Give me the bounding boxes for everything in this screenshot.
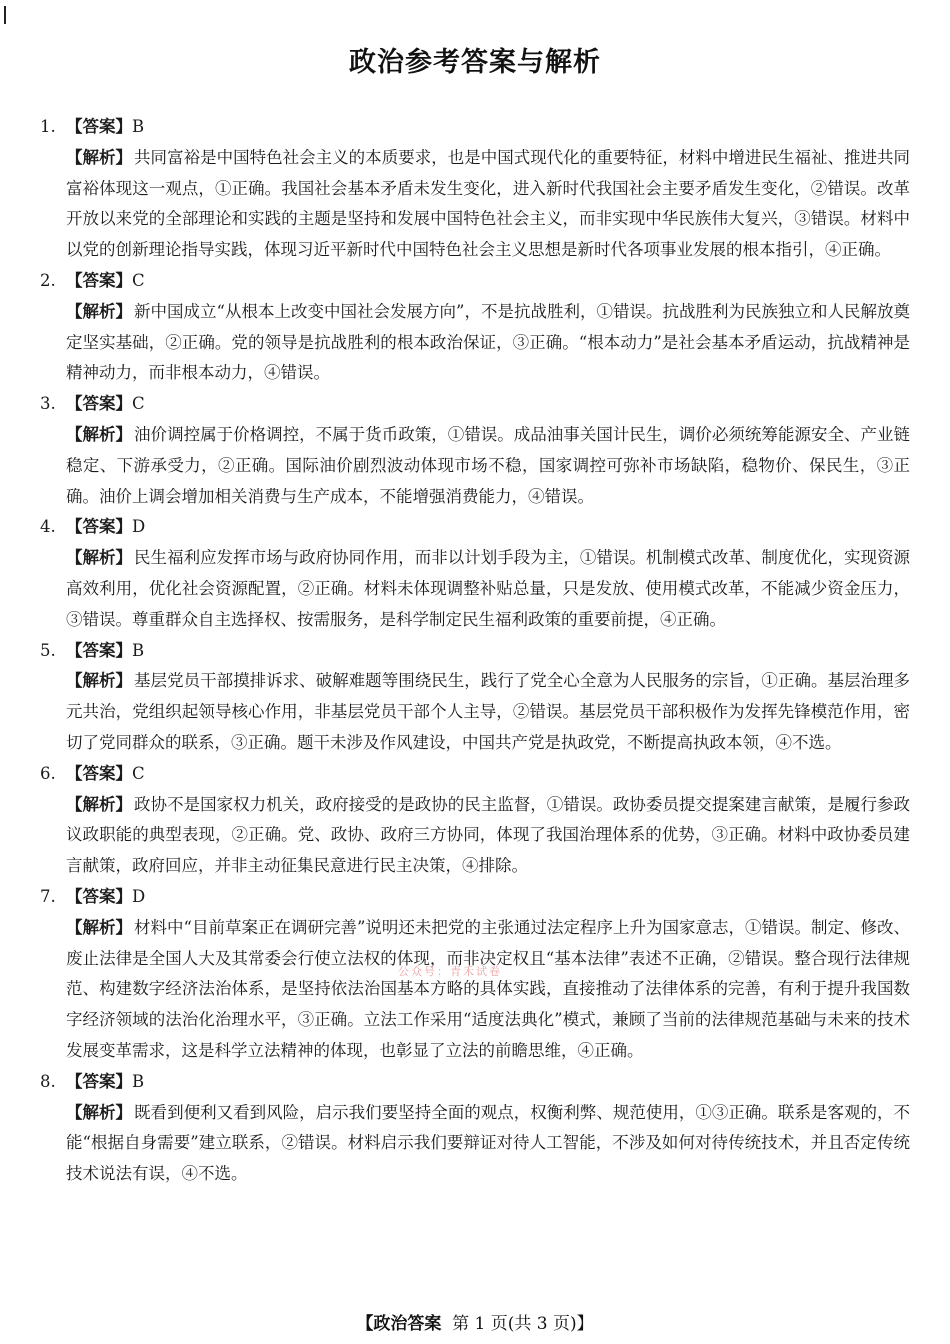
page-footer xyxy=(0,1309,950,1334)
answer-line xyxy=(40,266,910,297)
analysis-body: 民生福利应发挥市场与政府协同作用，而非以计划手段为主，①错误。机制模式改革、制度优化，实现资源高效利用，优化社会资源配置，②正确。材料未体现调整补贴总量，只是发放、使用模式改革，不能减少资金压力，③错误。尊重群众自主选择权、按需服务，是科学制定民生福利政策的重要前提，④正确。 xyxy=(66,548,911,629)
analysis-text xyxy=(66,1098,910,1190)
question-number: 5. xyxy=(40,640,56,660)
footer-label: 【政治答案 xyxy=(356,1314,442,1334)
analysis-body: 政协不是国家权力机关，政府接受的是政协的民主监督，①错误。政协委员提交提案建言献策，是履行参政议政职能的典型表现，②正确。党、政协、政府三方协同，体现了我国治理体系的优势，③正确。材料中政协委员建言献策，政府回应，并非主动征集民意进行民主决策，④排除。 xyxy=(66,794,911,876)
question-8 xyxy=(40,1067,910,1190)
answer-value: C xyxy=(132,763,145,783)
answer-line xyxy=(40,112,910,143)
answer-line xyxy=(40,389,910,420)
answer-line xyxy=(40,636,910,667)
page-title: 政治参考答案与解析 xyxy=(349,47,601,78)
analysis-body: 新中国成立“从根本上改变中国社会发展方向”，不是抗战胜利，①错误。抗战胜利为民族独立和人民解放奠定坚实基础，②正确。党的领导是抗战胜利的根本政治保证，③正确。“根本动力”是社会基本矛盾运动，抗战精神是精神动力，而非根本动力，④错误。 xyxy=(66,301,911,383)
answer-value: B xyxy=(132,1071,145,1091)
analysis-label: 【解析】 xyxy=(66,147,133,167)
watermark-text: 公众号：青禾试卷 xyxy=(398,965,502,978)
corner-crop-mark xyxy=(4,6,6,24)
answer-list xyxy=(40,112,910,1190)
question-number: 1. xyxy=(40,117,56,136)
answer-value: B xyxy=(132,640,145,660)
analysis-label: 【解析】 xyxy=(66,548,133,568)
answer-label: 【答案】 xyxy=(66,886,132,906)
analysis-label: 【解析】 xyxy=(66,671,133,691)
analysis-text xyxy=(66,913,910,1067)
answer-label: 【答案】 xyxy=(66,640,132,660)
question-number: 4. xyxy=(40,517,56,537)
answer-value: D xyxy=(132,517,146,537)
question-1 xyxy=(40,112,910,266)
question-number: 7. xyxy=(40,886,56,906)
answer-label: 【答案】 xyxy=(66,763,132,783)
answer-label: 【答案】 xyxy=(66,517,132,537)
analysis-label: 【解析】 xyxy=(66,424,133,444)
analysis-body: 共同富裕是中国特色社会主义的本质要求，也是中国式现代化的重要特征，材料中增进民生福祉、推进共同富裕体现这一观点，①正确。我国社会基本矛盾未发生变化，进入新时代我国社会主要矛盾发生变化，②错误。改革开放以来党的全部理论和实践的主题是坚持和发展中国特色社会主义，而非实现中华民族伟大复兴，③错误。材料中以党的创新理论指导实践，体现习近平新时代中国特色社会主义思想是新时代各项事业发展的根本指引，④正确。 xyxy=(66,147,911,260)
answer-line xyxy=(40,882,910,913)
analysis-text xyxy=(66,143,910,266)
answer-label: 【答案】 xyxy=(66,1071,132,1091)
answer-value: C xyxy=(132,394,145,414)
answer-label: 【答案】 xyxy=(66,394,132,414)
answer-line xyxy=(40,759,910,790)
question-6 xyxy=(40,759,910,882)
analysis-body: 既看到便利又看到风险，启示我们要坚持全面的观点，权衡利弊、规范使用，①③正确。联系是客观的，不能“根据自身需要”建立联系，②错误。材料启示我们要辩证对待人工智能，不涉及如何对待传统技术，并且否定传统技术说法有误，④不选。 xyxy=(66,1102,911,1184)
answer-value: C xyxy=(132,270,145,290)
answer-line xyxy=(40,1067,910,1098)
analysis-body: 材料中“目前草案正在调研完善”说明还未把党的主张通过法定程序上升为国家意志，①错误。制定、修改、废止法律是全国人大及其常委会行使立法权的体现，而非决定权且“基本法律”表述不正确，②错误。整合现行法律规范、构建数字经济法治体系，是坚持依法治国基本方略的具体实践，直接推动了法律体系的完善，有利于提升我国数字经济领域的法治化治理水平，③正确。立法工作采用“适度法典化”模式，兼顾了当前的法律规范基础与未来的技术发展变革需求，这是科学立法精神的体现，也彰显了立法的前瞻思维，④正确。 xyxy=(66,917,911,1060)
answer-value: D xyxy=(132,886,146,906)
question-2 xyxy=(40,266,910,389)
question-number: 6. xyxy=(40,763,56,783)
analysis-text xyxy=(66,543,910,635)
question-number: 8. xyxy=(40,1071,56,1091)
answer-label: 【答案】 xyxy=(66,117,132,136)
analysis-label: 【解析】 xyxy=(66,301,133,321)
analysis-text xyxy=(66,790,910,882)
question-number: 2. xyxy=(40,270,56,290)
analysis-label: 【解析】 xyxy=(66,794,133,814)
answer-value: B xyxy=(132,117,145,136)
question-number: 3. xyxy=(40,394,56,414)
question-3 xyxy=(40,389,910,512)
analysis-text xyxy=(66,666,910,758)
analysis-body: 油价调控属于价格调控，不属于货币政策，①错误。成品油事关国计民生，调价必须统筹能源安全、产业链稳定、下游承受力，②正确。国际油价剧烈波动体现市场不稳，国家调控可弥补市场缺陷，稳物价、保民生，③正确。油价上调会增加相关消费与生产成本，不能增强消费能力，④错误。 xyxy=(66,424,911,506)
analysis-body: 基层党员干部摸排诉求、破解难题等围绕民生，践行了党全心全意为人民服务的宗旨，①正确。基层治理多元共治，党组织起领导核心作用，非基层党员干部个人主导，②错误。基层党员干部积极作为发挥先锋模范作用，密切了党同群众的联系，③正确。题干未涉及作风建设，中国共产党是执政党，不断提高执政本领，④不选。 xyxy=(66,671,911,752)
question-4 xyxy=(40,512,910,635)
analysis-text xyxy=(66,420,910,512)
analysis-label: 【解析】 xyxy=(66,917,133,937)
answer-label: 【答案】 xyxy=(66,270,132,290)
analysis-text xyxy=(66,297,910,389)
question-5 xyxy=(40,636,910,759)
analysis-label: 【解析】 xyxy=(66,1102,133,1122)
answer-line xyxy=(40,512,910,543)
page-indicator: 第 1 页(共 3 页)】 xyxy=(452,1314,594,1334)
